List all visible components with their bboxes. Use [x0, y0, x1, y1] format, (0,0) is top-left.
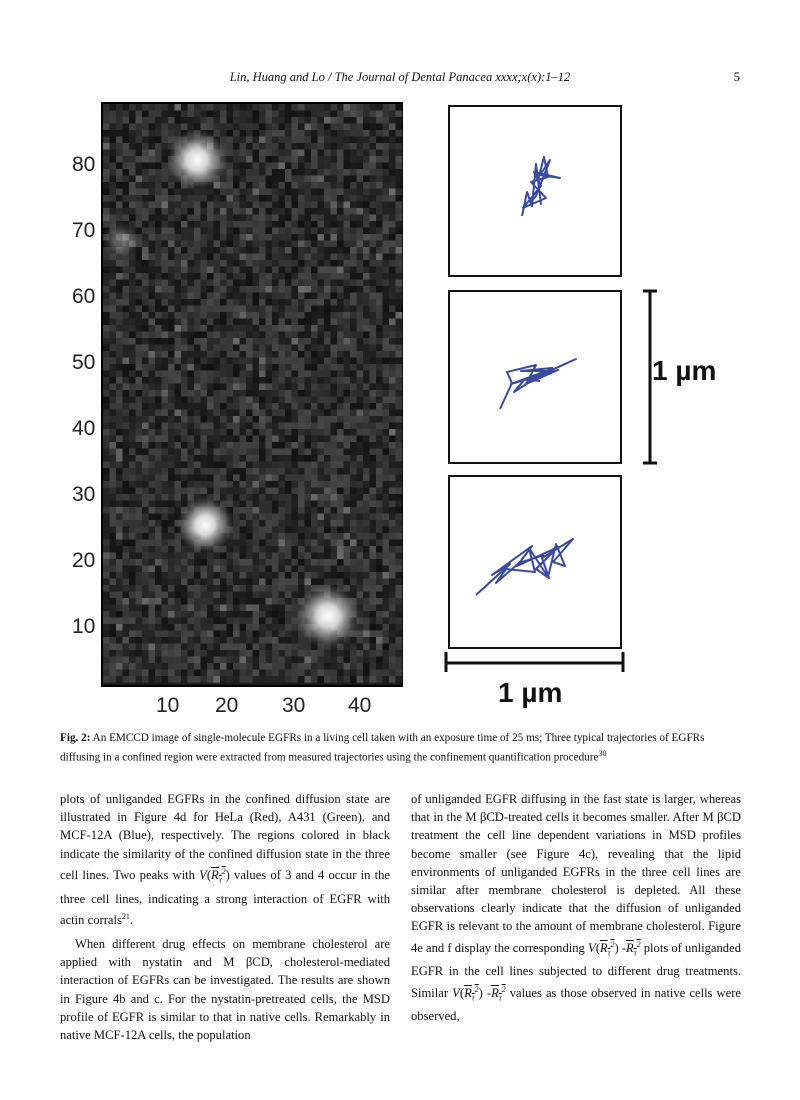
vertical-scale-label: 1 µm	[652, 355, 717, 386]
caption-ref: 30	[598, 749, 607, 758]
x-tick-labels	[156, 694, 371, 717]
body-column-right	[411, 790, 741, 1025]
math-v-r: V	[587, 940, 596, 955]
paragraph: of unliganded EGFR diffusing in the fast state is larger, whereas that in the M βCD-treated cells it becomes smaller. After M βCD treatment the cell line dependent variations in MSD profiles become smaller (see Figure 4c), revealing that the lipid environments of unliganded EGFRs in the three cell lines are similar after membrane cholesterol is depleted. All these observations clearly indicate that the diffusion of unliganded EGFR is relevant to the amount of membrane cholesterol. Figure 4e and f display the corresponding $V(R_\tau^2)$ $-R_\tau^2$ plots of unliganded EGFR in the cell lines subjected to different drug treatments. Similar $V(R_\tau^2)$ $-R_\tau^2$ values as those observed in native cells were observed,	[411, 792, 741, 1024]
y-tick: 40	[72, 417, 96, 440]
y-tick: 30	[72, 483, 96, 506]
figure-graphic	[60, 100, 760, 720]
x-tick: 10	[156, 694, 180, 717]
horizontal-scale-bar	[446, 652, 623, 708]
paragraph: When different drug effects on membrane cholesterol are applied with nystatin and M βCD, cholesterol-mediated interaction of EGFRs can be investigated. The results are shown in Figure 4b and c. For the nystatin-pretreated cells, the MSD profile of EGFR is similar to that in native cells. Remarkably in native MCF-12A cells, the population	[60, 936, 390, 1042]
y-tick: 10	[72, 615, 96, 638]
text-run: plots of unliganded EGFR in the cell lines subjected to different drug treatments. Similar	[411, 940, 741, 1000]
fluorescent-spot	[296, 584, 360, 648]
y-tick: 60	[72, 285, 96, 308]
running-title: Lin, Huang and Lo / The Journal of Dental Panacea xxxx;x(x):1–12	[229, 70, 571, 84]
trajectory-panel-bottom	[449, 476, 621, 648]
fluorescent-spot	[102, 222, 138, 258]
text-run: plots of unliganded EGFRs in the confined diffusion state are illustrated in Figure 4d for HeLa (Red), A431 (Green), and MCF-12A (Blue), respectively. The regions colored in black indicate the similarity of the confined diffusion state in the three cell lines. Two peaks with	[60, 792, 390, 882]
y-tick: 80	[72, 153, 96, 176]
text-run: of unliganded EGFR diffusing in the fast state is larger, whereas that in the M βCD-treated cells it becomes smaller. After M βCD treatment the cell line dependent variations in MSD profiles become smaller (see Figure 4c), revealing that the lipid environments of unliganded EGFRs in the three cell lines are similar after membrane cholesterol is depleted. All these observations clearly indicate that the diffusion of unliganded EGFR is relevant to the amount of membrane cholesterol. Figure 4e and f display the corresponding	[411, 792, 741, 955]
text-run: values as those observed in native cells were observed,	[411, 985, 741, 1024]
math-v-r: V	[452, 985, 460, 1000]
body-column-left	[60, 790, 390, 1044]
caption-label: Fig. 2:	[60, 732, 91, 744]
paragraph: plots of unliganded EGFRs in the confined diffusion state are illustrated in Figure 4d for HeLa (Red), A431 (Green), and MCF-12A (Blue), respectively. The regions colored in black indicate the similarity of the confined diffusion state in the three cell lines. Two peaks with $V(R_\tau^2)$ values of 3 and 4 occur in the three cell lines, indicating a strong interaction of EGFR with actin corrals$^{21}$.	[60, 792, 390, 927]
figure-2	[60, 100, 760, 720]
math-overline: $R_\tau^2$	[599, 939, 615, 958]
x-tick: 20	[215, 694, 239, 717]
horizontal-scale-label: 1 µm	[498, 677, 563, 708]
math-overline: $R_\tau^2$	[491, 984, 506, 1003]
math-overline: $R_\tau^2$	[464, 984, 479, 1003]
math-v-r: V	[199, 867, 207, 882]
y-tick: 70	[72, 219, 96, 242]
vertical-scale-bar	[643, 291, 716, 463]
trajectory-panel-top	[449, 106, 621, 276]
x-tick: 40	[348, 694, 372, 717]
y-tick-labels	[72, 153, 95, 638]
image-noise	[103, 104, 402, 683]
page-number: 5	[733, 70, 740, 84]
math-overline: $R_\tau^2$	[211, 866, 226, 885]
running-header	[60, 70, 740, 88]
emccd-image	[102, 103, 402, 686]
citation: 21	[121, 911, 130, 921]
fluorescent-spot	[167, 130, 227, 190]
math-overline: $R_\tau^2$	[626, 939, 641, 958]
y-tick: 50	[72, 351, 96, 374]
caption-text: An EMCCD image of single-molecule EGFRs in a living cell taken with an exposure time of 25 ms; Three typical trajectories of EGFRs diffusing in a confined region were extracted from measured trajectories using the confinement quantification procedure	[60, 732, 705, 764]
fluorescent-spot	[177, 497, 233, 553]
text-run: values of 3 and 4 occur in the three cell lines, indicating a strong interaction of EGFR with actin corrals	[60, 867, 390, 927]
y-tick: 20	[72, 549, 96, 572]
figure-caption	[60, 731, 742, 766]
x-tick: 30	[282, 694, 306, 717]
